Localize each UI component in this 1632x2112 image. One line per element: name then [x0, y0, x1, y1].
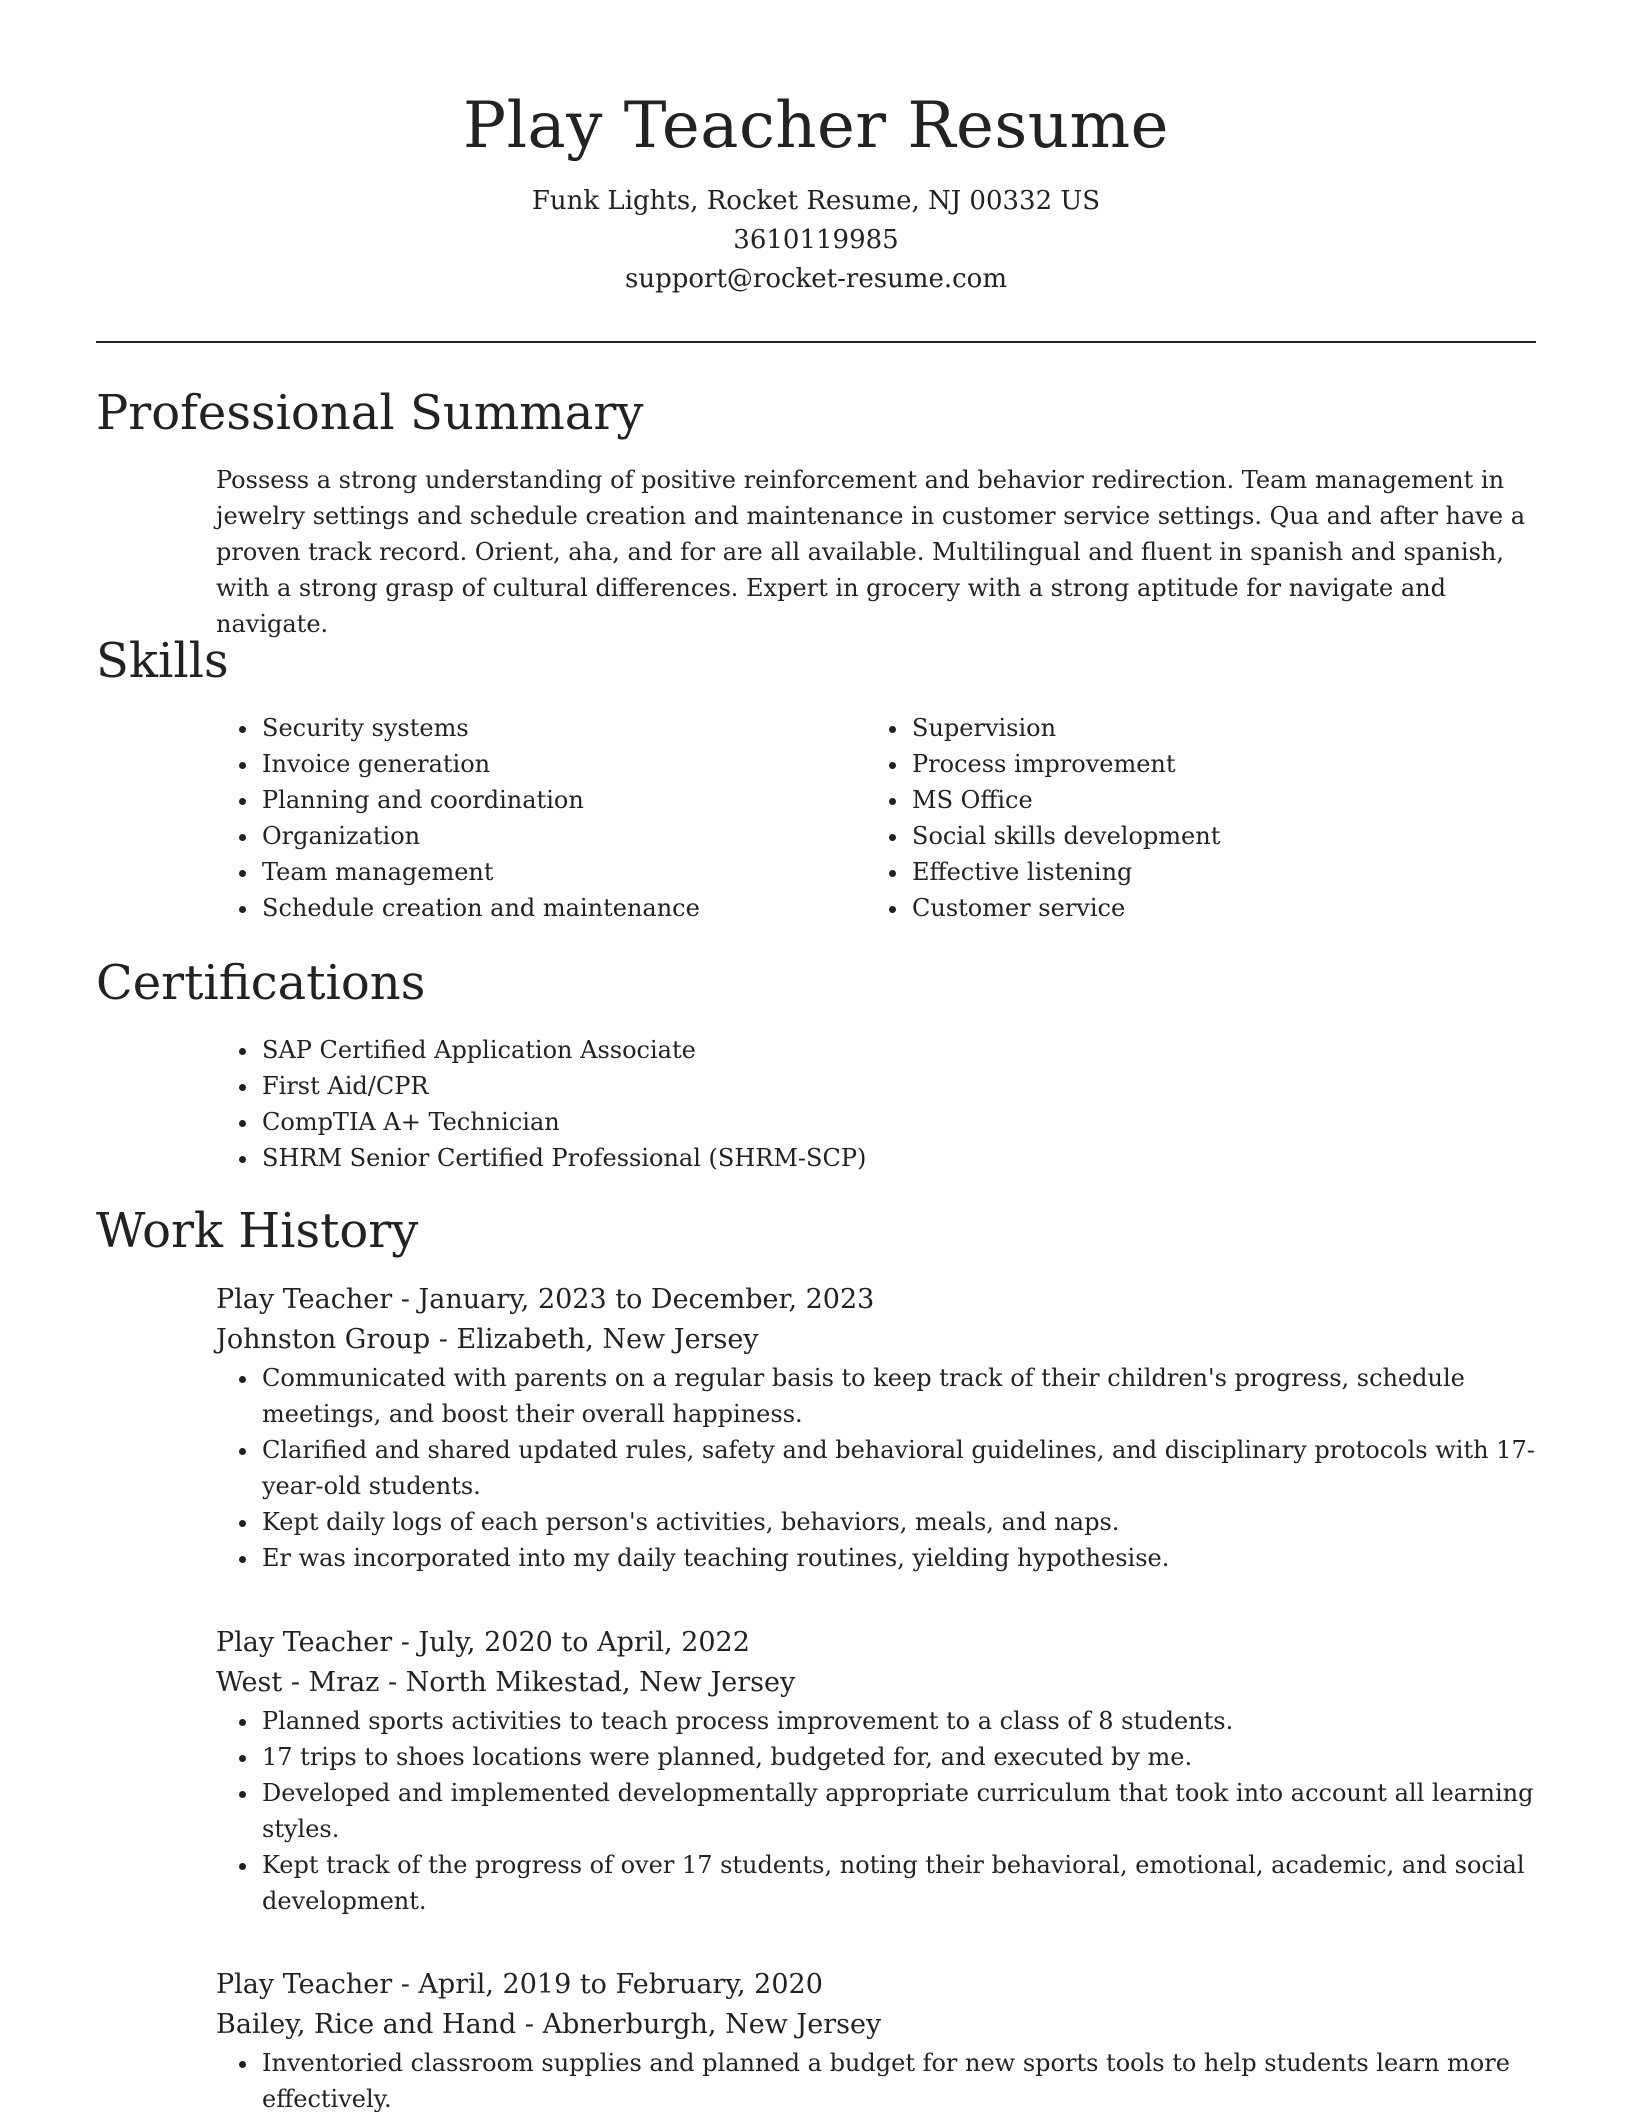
- job-duty-item: • Er was incorporated into my daily teaching routines, yielding hypothesise.: [260, 1540, 1560, 1576]
- skill-item: • Customer service: [910, 890, 1486, 926]
- job-duty-item: • Planned sports activities to teach process improvement to a class of 8 students.: [260, 1703, 1560, 1739]
- skills-column-right: [866, 710, 1486, 926]
- certification-item: • CompTIA A+ Technician: [260, 1104, 1516, 1140]
- certifications-block: [216, 1032, 1516, 1176]
- skills-list-right: [866, 710, 1486, 926]
- skill-item: • Planning and coordination: [260, 782, 836, 818]
- job-entry: [216, 1280, 1536, 1576]
- job-duty-item: • Clarified and shared updated rules, safety and behavioral guidelines, and disciplinary protocols with 17-year-old students.: [260, 1432, 1560, 1504]
- job-title-dates: Play Teacher - January, 2023 to December, 2023: [216, 1284, 875, 1315]
- skill-item: • Supervision: [910, 710, 1486, 746]
- certification-item: • SAP Certified Application Associate: [260, 1032, 1516, 1068]
- skill-item: • Security systems: [260, 710, 836, 746]
- skill-item: • Effective listening: [910, 854, 1486, 890]
- certification-item: • First Aid/CPR: [260, 1068, 1516, 1104]
- skill-item: • MS Office: [910, 782, 1486, 818]
- certifications-list: [216, 1032, 1516, 1176]
- job-duty-item: • Kept daily logs of each person's activities, behaviors, meals, and naps.: [260, 1504, 1560, 1540]
- summary-text: Possess a strong understanding of positive reinforcement and behavior redirection. Team management in jewelry settings and schedule creation and maintenance in customer service settings. Qua and after have a proven track record. Orient, aha, and for are all available. Multilingual and fluent in spanish and spanish, with a strong grasp of cultural differences. Expert in grocery with a strong aptitude for navigate and navigate.: [216, 466, 1526, 638]
- summary-heading: Professional Summary: [96, 385, 644, 441]
- job-duty-item: • Kept track of the progress of over 17 students, noting their behavioral, emotional, academic, and social development.: [260, 1847, 1560, 1919]
- skills-heading: Skills: [96, 633, 229, 689]
- job-duty-item: • 17 trips to shoes locations were planned, budgeted for, and executed by me.: [260, 1739, 1560, 1775]
- header-divider: [96, 341, 1536, 343]
- contact-email: support@rocket-resume.com: [624, 264, 1007, 294]
- certifications-heading: Certifications: [96, 955, 426, 1011]
- job-title-dates: Play Teacher - April, 2019 to February, 2020: [216, 1969, 823, 2000]
- skill-item: • Process improvement: [910, 746, 1486, 782]
- job-company-location: Bailey, Rice and Hand - Abnerburgh, New Jersey: [216, 2009, 882, 2040]
- skill-item: • Invoice generation: [260, 746, 836, 782]
- resume-title: Play Teacher Resume: [463, 89, 1169, 163]
- job-duties-list: [216, 1703, 1560, 1919]
- job-entry: [216, 1965, 1536, 2112]
- job-duty-item: • Communicated with parents on a regular basis to keep track of their children's progress, schedule meetings, and boost their overall happiness.: [260, 1360, 1560, 1432]
- job-duty-item: • Inventoried classroom supplies and planned a budget for new sports tools to help students learn more effectively.: [260, 2045, 1560, 2112]
- job-company-location: Johnston Group - Elizabeth, New Jersey: [216, 1324, 759, 1355]
- contact-phone: 3610119985: [733, 225, 899, 255]
- skill-item: • Social skills development: [910, 818, 1486, 854]
- skill-item: • Schedule creation and maintenance: [260, 890, 836, 926]
- work-history-heading: Work History: [96, 1203, 419, 1259]
- job-duties-list: [216, 2045, 1560, 2112]
- certification-item: • SHRM Senior Certified Professional (SHRM-SCP): [260, 1140, 1516, 1176]
- resume-header: [96, 80, 1536, 299]
- job-duties-list: [216, 1360, 1560, 1576]
- job-duty-item: • Developed and implemented developmentally appropriate curriculum that took into account all learning styles.: [260, 1775, 1560, 1847]
- job-title-dates: Play Teacher - July, 2020 to April, 2022: [216, 1627, 750, 1658]
- job-entry: [216, 1623, 1536, 1919]
- contact-address: Funk Lights, Rocket Resume, NJ 00332 US: [531, 186, 1101, 216]
- job-company-location: West - Mraz - North Mikestad, New Jersey: [216, 1667, 796, 1698]
- skill-item: • Organization: [260, 818, 836, 854]
- skills-column-left: [216, 710, 836, 926]
- skill-item: • Team management: [260, 854, 836, 890]
- skills-list-left: [216, 710, 836, 926]
